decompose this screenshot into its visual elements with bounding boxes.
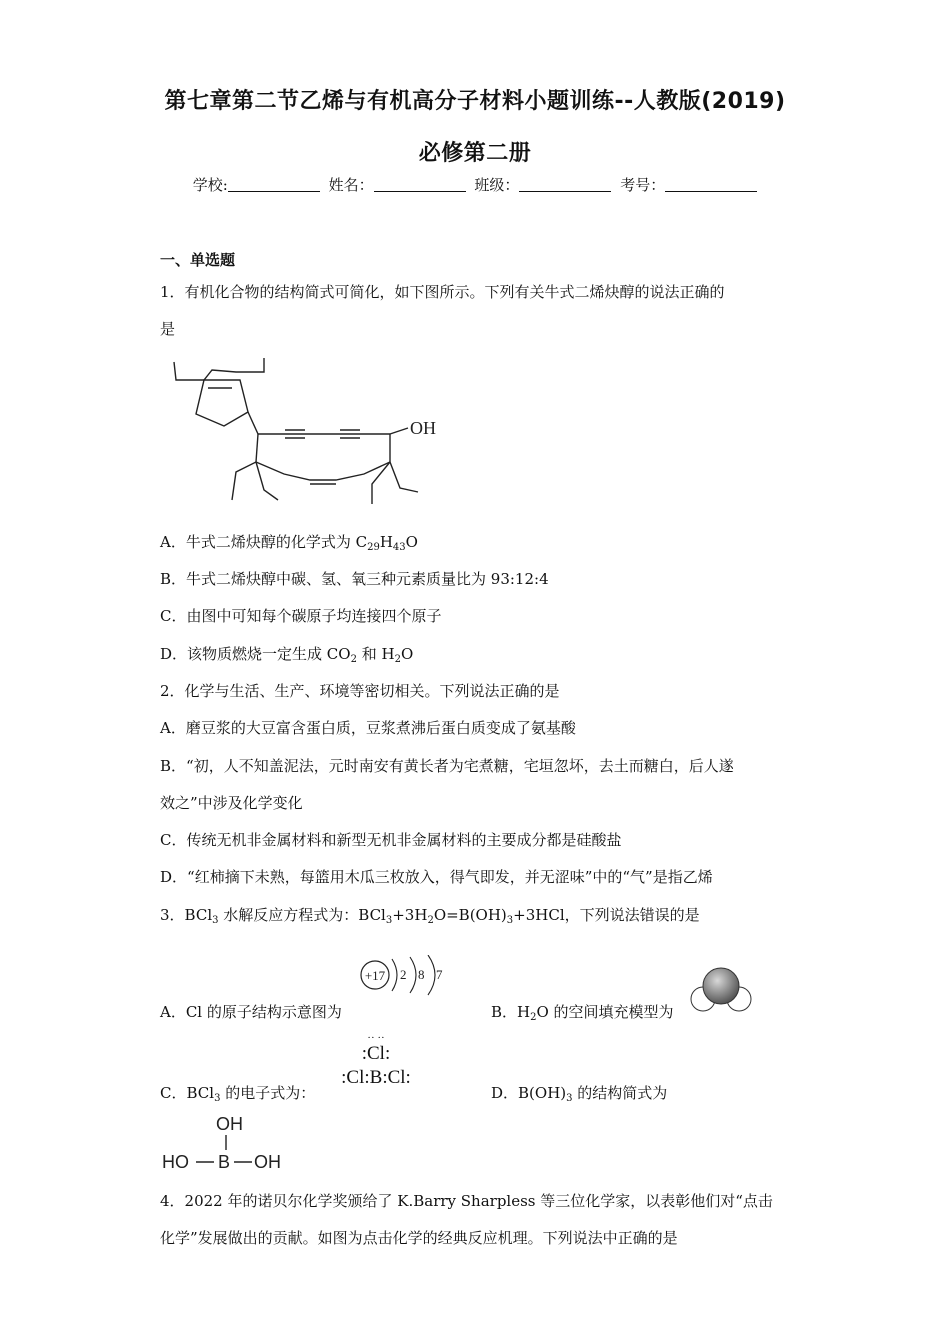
- shell-2-electrons: 8: [418, 967, 425, 982]
- h2o-space-filling-model: [690, 966, 752, 1014]
- school-label: 学校:: [192, 176, 228, 194]
- q1-option-a: A．牛式二烯炔醇的化学式为 $C_{29}H_{43}O$: [160, 533, 418, 553]
- name-blank: [374, 177, 466, 192]
- exam-number-label: 考号：: [620, 176, 666, 194]
- shell-1-electrons: 2: [400, 967, 407, 982]
- lewis-top-dots: ·· ··: [367, 1032, 385, 1044]
- shell-3-electrons: 7: [436, 967, 443, 982]
- lewis-top-cl: :Cl:: [361, 1043, 391, 1064]
- q2-option-c: C．传统无机非金属材料和新型无机非金属材料的主要成分都是硅酸盐: [160, 831, 622, 849]
- doc-title-line2: 必修第二册: [418, 141, 532, 166]
- q2-stem: 2．化学与生活、生产、环境等密切相关。下列说法正确的是: [160, 682, 560, 700]
- school-blank: [228, 177, 320, 192]
- q1-option-c: C．由图中可知每个碳原子均连接四个原子: [160, 607, 442, 625]
- q2-option-a: A．磨豆浆的大豆富含蛋白质，豆浆煮沸后蛋白质变成了氨基酸: [160, 719, 576, 737]
- nucleus-charge: +17: [364, 968, 386, 983]
- q3-option-a: A．Cl 的原子结构示意图为: [160, 1003, 342, 1021]
- boh3-structural-formula: [160, 1110, 300, 1176]
- q3-stem: 3．BCl$_3$ 水解反应方程式为：$BCl_3+3H_2O=B(OH)_3+3HCl$，下列说法错误的是: [160, 906, 700, 926]
- q2-option-d: D．“红柿摘下未熟，每篮用木瓜三枚放入，得气即发，并无涩味”中的“气”是指乙烯: [160, 868, 713, 886]
- q4-stem-line1: 4．2022 年的诺贝尔化学奖颁给了 K.Barry Sharpless 等三位化学家，以表彰他们对“点击: [160, 1192, 773, 1210]
- doc-title-line1: 第七章第二节乙烯与有机高分子材料小题训练--人教版(2019): [164, 89, 786, 114]
- boh-center-b: B: [218, 1152, 231, 1172]
- boh-right-oh: OH: [254, 1152, 281, 1172]
- student-info-row: [0, 174, 950, 195]
- q4-stem-line2: 化学”发展做出的贡献。如图为点击化学的经典反应机理。下列说法中正确的是: [160, 1229, 678, 1247]
- q2-option-b-line1: B．“初，人不知盖泥法，元时南安有黄长者为宅煮糖，宅垣忽坏，去土而糖白，后人遂: [160, 757, 734, 775]
- name-label: 姓名：: [328, 176, 374, 194]
- q1-stem-line2: 是: [160, 320, 176, 338]
- exam-number-blank: [665, 177, 757, 192]
- q3-option-d: D．$B(OH)_3$ 的结构简式为: [491, 1084, 668, 1104]
- q1-option-d: D．该物质燃烧一定生成 $CO_2$ 和 $H_2O$: [160, 645, 414, 665]
- section-heading: 一、单选题: [160, 251, 236, 269]
- class-label: 班级：: [474, 176, 520, 194]
- cl-atom-structure-diagram: [358, 955, 458, 1005]
- boh-left-ho: HO: [162, 1152, 189, 1172]
- boh-top-oh: OH: [216, 1114, 243, 1134]
- q3-option-b: B．$H_2O$ 的空间填充模型为: [491, 1003, 674, 1023]
- q1-molecule-structure: [160, 350, 460, 510]
- q1-stem-line1: 1．有机化合物的结构简式可简化，如下图所示。下列有关牛式二烯炔醇的说法正确的: [160, 283, 725, 301]
- q1-option-b: B．牛式二烯炔醇中碳、氢、氧三种元素质量比为 93:12:4: [160, 570, 549, 588]
- q2-option-b-line2: 效之”中涉及化学变化: [160, 794, 303, 812]
- bcl3-lewis-structure: [326, 1034, 426, 1090]
- class-blank: [519, 177, 611, 192]
- q1-oh-label: OH: [410, 418, 436, 438]
- lewis-middle-row: :Cl:B:Cl:: [341, 1067, 411, 1088]
- q3-option-c: C．BCl$_3$ 的电子式为：: [160, 1084, 316, 1104]
